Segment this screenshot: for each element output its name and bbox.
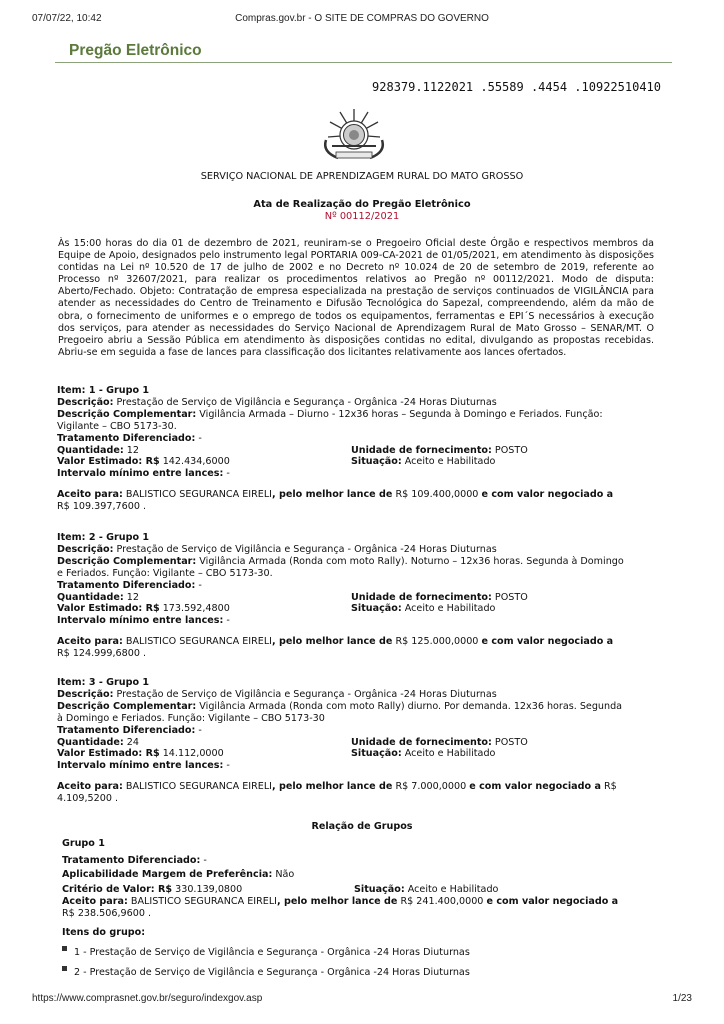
ata-number: Nº 00112/2021 — [324, 211, 400, 222]
item-block — [57, 385, 657, 513]
item-melhor-lance: R$ 109.400,0000 — [395, 489, 479, 501]
situacao-label: Situação: — [351, 603, 402, 615]
item-melhor-lance: R$ 7.000,0000 — [395, 781, 467, 793]
page-title: Pregão Eletrônico — [69, 42, 202, 59]
document-number: 928379.1122021 .55589 .4454 .10922510410 — [372, 80, 661, 94]
item-descricao-complementar: Vigilância Armada (Ronda com moto Rally) diurno. Por demanda. 12x36 horas. Segunda — [199, 700, 623, 712]
item-situacao: Aceito e Habilitado — [404, 748, 496, 760]
print-url: https://www.comprasnet.gov.br/seguro/indexgov.asp — [32, 993, 263, 1004]
national-coat-of-arms-icon — [316, 108, 392, 162]
item-melhor-lance: R$ 125.000,0000 — [395, 636, 479, 648]
descricao-label: Descrição: — [57, 543, 114, 555]
item-descricao: Prestação de Serviço de Vigilância e Segurança - Orgânica -24 Horas Diuturnas — [116, 688, 497, 700]
group-aceito: Aceito para: BALISTICO SEGURANCA EIRELI, pelo melhor lance de R$ 241.400,0000 e com valor negociado a R$ 238.506,9600 . — [62, 896, 619, 919]
square-bullet-icon — [62, 966, 68, 972]
ata-title: Ata de Realização do Pregão Eletrônico — [253, 199, 471, 210]
item-aceito-empresa: BALISTICO SEGURANCA EIRELI — [125, 781, 273, 793]
item-tratamento: - — [198, 432, 202, 444]
item-descricao-complementar-cont: Vigilante – CBO 5173-30. — [57, 420, 177, 432]
item-situacao: Aceito e Habilitado — [404, 456, 496, 468]
item-descricao-complementar-cont: à Domingo e Feriados. Função: Vigilante – CBO 5173-30 — [57, 712, 325, 724]
descricao-complementar-label: Descrição Complementar: — [57, 555, 197, 567]
item-quantidade: 12 — [126, 444, 139, 456]
intervalo-label: Intervalo mínimo entre lances: — [57, 468, 224, 480]
group-criterio-row — [62, 884, 657, 895]
item-descricao-complementar: Vigilância Armada – Diurno - 12x36 horas – Segunda à Domingo e Feriados. Função: — [199, 408, 603, 420]
item-unidade: POSTO — [494, 591, 528, 603]
unidade-label: Unidade de fornecimento: — [351, 736, 492, 748]
intro-paragraph: Às 15:00 horas do dia 01 de dezembro de 2021, reuniram-se o Pregoeiro Oficial deste Órgão e respectivos membros da Equipe de Apoio, designados pelo instrumento legal PORTARIA 009-CA-2021 de 01/05/2021, em atendimento às disposições contidas na Lei nº 10.520 de 17 de julho de 2002 e no Decreto nº 10.024 de 20 de setembro de 2019, referente ao Processo nº 32607/2021, para realizar os procedimentos relativos ao Pregão nº 00112/2021. Modo de disputa: Aberto/Fechado. Objeto: Contratação de empresa especializada na prestação de serviços continuados de VIGILÂNCIA para atender as necessidades do Centro de Treinamento e Difusão Tecnológica do Sapezal, compreendendo, além da mão de obra, o fornecimento de uniformes e o emprego de todos os equipamentos, ferramentas e EPI´S necessários à execução dos serviços, para atender as necessidades do Serviço Nacional de Aprendizagem Rural de Mato Grosso – SENAR/MT. O Pregoeiro abriu a Sessão Pública em atendimento às disposições contidas no edital, divulgando as propostas recebidas. Abriu-se em seguida a fase de lances para classificação dos licitantes relativamente aos lances ofertados. — [58, 238, 654, 358]
valor-estimado-label: Valor Estimado: R$ — [57, 456, 160, 468]
page-header — [55, 38, 672, 63]
situacao-label: Situação: — [351, 748, 402, 760]
valor-estimado-label: Valor Estimado: R$ — [57, 603, 160, 615]
item-valor-negociado: R$ 109.397,7600 . — [57, 501, 147, 513]
groups-section-title: Relação de Grupos — [311, 821, 413, 832]
print-date: 07/07/22, 10:42 — [32, 13, 102, 24]
item-valor-estimado: 173.592,4800 — [162, 603, 230, 615]
unidade-label: Unidade de fornecimento: — [351, 444, 492, 456]
group-item-list-item: 1 - Prestação de Serviço de Vigilância e Segurança - Orgânica -24 Horas Diuturnas — [62, 947, 657, 958]
item-title: Item: 2 - Grupo 1 — [57, 532, 150, 543]
melhor-lance-label: , pelo melhor lance de — [272, 781, 393, 793]
item-descricao: Prestação de Serviço de Vigilância e Segurança - Orgânica -24 Horas Diuturnas — [116, 543, 497, 555]
square-bullet-icon — [62, 946, 68, 952]
group-aplicabilidade: Aplicabilidade Margem de Preferência: Não — [62, 869, 295, 880]
item-title: Item: 1 - Grupo 1 — [57, 385, 150, 396]
descricao-label: Descrição: — [57, 396, 114, 408]
melhor-lance-label: , pelo melhor lance de — [272, 636, 393, 648]
group-itens-label: Itens do grupo: — [62, 927, 146, 938]
item-intervalo: - — [226, 468, 230, 480]
tratamento-label: Tratamento Diferenciado: — [57, 432, 196, 444]
item-unidade: POSTO — [494, 444, 528, 456]
quantidade-label: Quantidade: — [57, 444, 124, 456]
valor-negociado-label: e com valor negociado a — [481, 636, 614, 648]
tratamento-label: Tratamento Diferenciado: — [57, 724, 196, 736]
valor-estimado-label: Valor Estimado: R$ — [57, 748, 160, 760]
situacao-label: Situação: — [351, 456, 402, 468]
group-tratamento: Tratamento Diferenciado: - — [62, 855, 207, 866]
item-block — [57, 532, 657, 660]
melhor-lance-label: , pelo melhor lance de — [272, 489, 393, 501]
item-valor-estimado: 142.434,6000 — [162, 456, 230, 468]
group-situacao: Situação: Aceito e Habilitado — [354, 884, 499, 895]
descricao-complementar-label: Descrição Complementar: — [57, 408, 197, 420]
aceito-para-label: Aceito para: — [57, 781, 123, 793]
group-title: Grupo 1 — [62, 838, 105, 849]
item-tratamento: - — [198, 724, 202, 736]
unidade-label: Unidade de fornecimento: — [351, 591, 492, 603]
item-intervalo: - — [226, 760, 230, 772]
intervalo-label: Intervalo mínimo entre lances: — [57, 615, 224, 627]
item-intervalo: - — [226, 615, 230, 627]
item-aceito-empresa: BALISTICO SEGURANCA EIRELI — [125, 489, 273, 501]
quantidade-label: Quantidade: — [57, 736, 124, 748]
quantidade-label: Quantidade: — [57, 591, 124, 603]
item-aceito-empresa: BALISTICO SEGURANCA EIRELI — [125, 636, 273, 648]
item-descricao: Prestação de Serviço de Vigilância e Segurança - Orgânica -24 Horas Diuturnas — [116, 396, 497, 408]
item-valor-estimado: 14.112,0000 — [162, 748, 224, 760]
item-block — [57, 677, 657, 805]
item-valor-negociado-prefix: R$ — [604, 781, 617, 793]
item-unidade: POSTO — [494, 736, 528, 748]
aceito-para-label: Aceito para: — [57, 636, 123, 648]
item-title: Item: 3 - Grupo 1 — [57, 677, 150, 688]
item-descricao-complementar-cont: e Feriados. Função: Vigilante – CBO 5173-30. — [57, 567, 273, 579]
valor-negociado-label: e com valor negociado a — [469, 781, 601, 793]
group-criterio: Critério de Valor: R$ 330.139,0800 — [62, 884, 243, 895]
item-valor-negociado: R$ 124.999,6800 . — [57, 648, 147, 660]
item-situacao: Aceito e Habilitado — [404, 603, 496, 615]
descricao-label: Descrição: — [57, 688, 114, 700]
organization-name: SERVIÇO NACIONAL DE APRENDIZAGEM RURAL DO MATO GROSSO — [200, 171, 524, 182]
intervalo-label: Intervalo mínimo entre lances: — [57, 760, 224, 772]
page-number: 1/23 — [672, 993, 692, 1004]
print-page-title: Compras.gov.br - O SITE DE COMPRAS DO GOVERNO — [235, 13, 489, 24]
item-quantidade: 24 — [126, 736, 139, 748]
aceito-para-label: Aceito para: — [57, 489, 123, 501]
item-quantidade: 12 — [126, 591, 139, 603]
item-valor-negociado: 4.109,5200 . — [57, 793, 119, 805]
item-tratamento: - — [198, 579, 202, 591]
descricao-complementar-label: Descrição Complementar: — [57, 700, 197, 712]
item-descricao-complementar: Vigilância Armada (Ronda com moto Rally). Noturno – 12x36 horas. Segunda à Domingo — [199, 555, 624, 567]
tratamento-label: Tratamento Diferenciado: — [57, 579, 196, 591]
valor-negociado-label: e com valor negociado a — [481, 489, 614, 501]
group-item-list-item: 2 - Prestação de Serviço de Vigilância e Segurança - Orgânica -24 Horas Diuturnas — [62, 967, 657, 978]
